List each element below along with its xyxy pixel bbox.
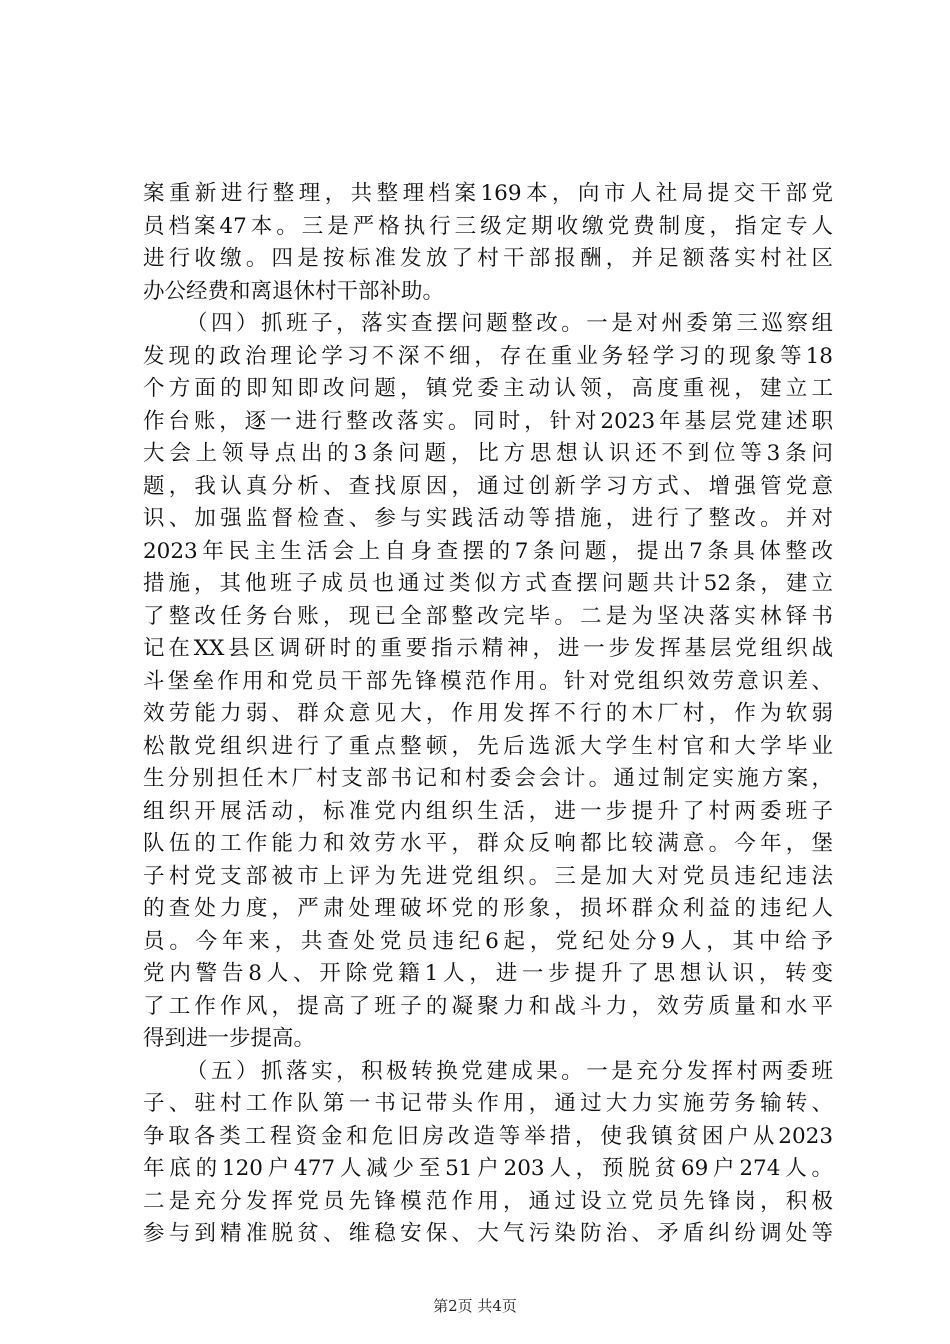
text-line: 案重新进行整理，共整理档案169本，向市人社局提交干部党 [143,181,833,206]
text-line: 2023年民主生活会上自身查摆的7条问题，提出7条具体整改 [143,538,833,564]
text-line: 斗堡垒作用和党员干部先锋模范作用。针对党组织效劳意识差、 [143,668,833,694]
text-line: 得到进一步提高。 [143,1026,316,1051]
text-line: 生分别担任木厂村支部书记和村委会会计。通过制定实施方案， [143,766,833,791]
body-text [143,178,833,1251]
text-line: 识、加强监督检查、参与实践活动等措施，进行了整改。并对 [143,506,833,531]
text-line: 个方面的即知即改问题，镇党委主动认领，高度重视，建立工 [143,376,833,401]
section-heading-line: （四）抓班子，落实查摆问题整改。一是对州委第三巡察组 [186,311,833,336]
text-line: 参与到精准脱贫、维稳安保、大气污染防治、矛盾纠纷调处等 [143,1221,833,1246]
text-line: 办公经费和离退休村干部补助。 [143,278,445,304]
text-line: 争取各类工程资金和危旧房改造等举措，使我镇贫困户从2023 [143,1123,833,1149]
text-line: 了整改任务台账，现已全部整改完毕。二是为坚决落实林铎书 [143,603,833,629]
text-line: 二是充分发挥党员先锋模范作用，通过设立党员先锋岗，积极 [143,1188,833,1214]
text-line: 年底的120户477人减少至51户203人，预脱贫69户274人。 [143,1156,833,1181]
text-line: 措施，其他班子成员也通过类似方式查摆问题共计52条，建立 [143,571,833,596]
text-line: 了工作作风，提高了班子的凝聚力和战斗力，效劳质量和水平 [143,993,833,1019]
text-line: 队伍的工作能力和效劳水平，群众反响都比较满意。今年，堡 [143,831,833,856]
text-line: 松散党组织进行了重点整顿，先后选派大学生村官和大学毕业 [143,733,833,759]
text-line: 的查处力度，严肃处理破坏党的形象，损坏群众利益的违纪人 [143,896,833,921]
text-line: 子村党支部被市上评为先进党组织。三是加大对党员违纪违法 [143,863,833,889]
page-number-label: 第2页 共4页 [433,1297,517,1315]
text-line: 进行收缴。四是按标准发放了村干部报酬，并足额落实村社区 [143,246,833,271]
text-line: 效劳能力弱、群众意见大，作用发挥不行的木厂村，作为软弱 [143,701,833,726]
text-line: 员档案47本。三是严格执行三级定期收缴党费制度，指定专人 [143,213,833,239]
text-line: 发现的政治理论学习不深不细，存在重业务轻学习的现象等18 [143,343,833,369]
text-line: 作台账，逐一进行整改落实。同时，针对2023年基层党建述职 [143,408,833,434]
section-heading-line: （五）抓落实，积极转换党建成果。一是充分发挥村两委班 [186,1058,833,1084]
text-line: 组织开展活动，标准党内组织生活，进一步提升了村两委班子 [143,798,833,824]
text-line: 题，我认真分析、查找原因，通过创新学习方式、增强管党意 [143,473,833,499]
text-line: 党内警告8人、开除党籍1人，进一步提升了思想认识，转变 [143,961,833,986]
text-line: 子、驻村工作队第一书记带头作用，通过大力实施劳务输转、 [143,1091,833,1116]
text-line: 记在XX县区调研时的重要指示精神，进一步发挥基层党组织战 [143,636,833,661]
text-line: 大会上领导点出的3条问题，比方思想认识还不到位等3条问 [143,441,833,466]
text-line: 员。今年来，共查处党员违纪6起，党纪处分9人，其中给予 [143,928,833,954]
page-footer [0,1296,950,1316]
